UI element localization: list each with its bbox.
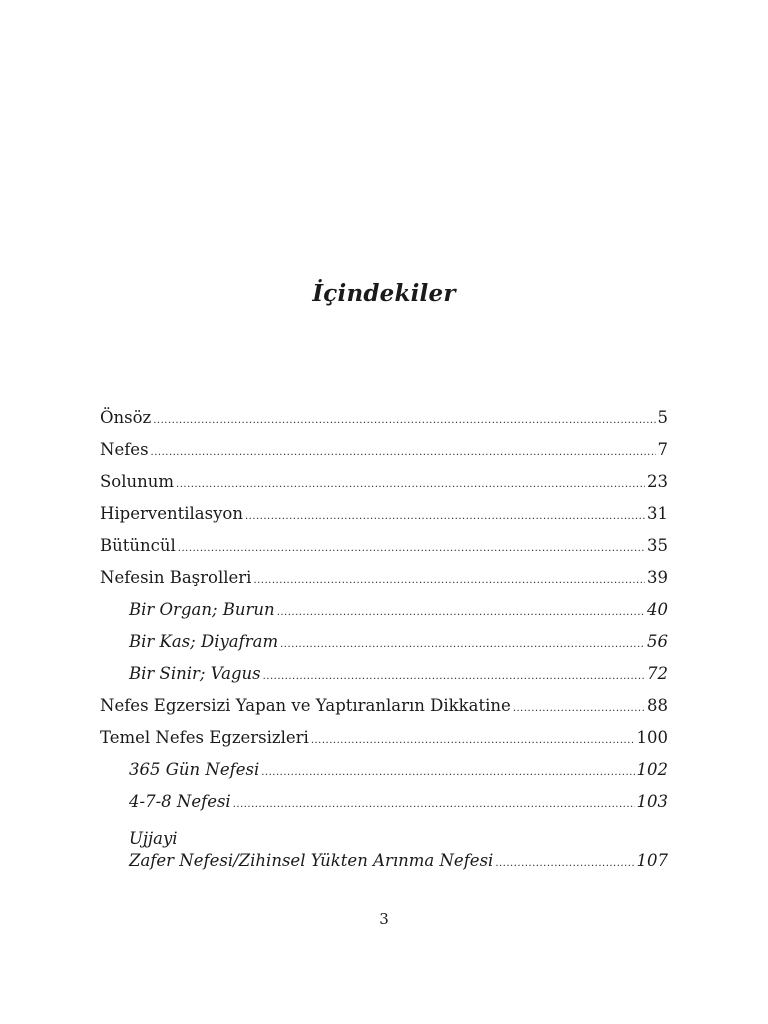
page-number: 3 — [379, 910, 389, 928]
toc-entry-label: 4-7-8 Nefesi — [129, 792, 231, 811]
toc-entry-page: 72 — [647, 664, 668, 683]
toc-entry-label: Hiperventilasyon — [100, 504, 243, 523]
toc-entry-line2 — [129, 850, 668, 875]
toc-entry-label: Temel Nefes Egzersizleri — [100, 728, 309, 747]
dot-leader — [176, 469, 645, 501]
dot-leader — [151, 437, 656, 469]
toc-subentry-diyafram — [100, 626, 668, 658]
toc-entry-label-line2: Zafer Nefesi/Zihinsel Yükten Arınma Nefesi — [129, 851, 494, 870]
toc-entry-page: 35 — [647, 536, 668, 555]
toc-entry-temel-nefes — [100, 722, 668, 754]
toc-subentry-365-gun — [100, 754, 668, 786]
page-title: İçindekiler — [312, 280, 456, 307]
toc-entry-solunum — [100, 466, 668, 498]
dot-leader — [277, 597, 645, 629]
toc-subentry-burun — [100, 594, 668, 626]
toc-entry-page: 31 — [647, 504, 668, 523]
toc-entry-page: 103 — [636, 792, 668, 811]
toc-entry-label-line1: Ujjayi — [129, 829, 178, 848]
dot-leader — [263, 661, 645, 693]
toc-entry-page: 39 — [647, 568, 668, 587]
toc-entry-label: Solunum — [100, 472, 175, 491]
toc-entry-page: 88 — [647, 696, 668, 715]
toc-entry-label: Önsöz — [100, 408, 152, 427]
toc-entry-label: 365 Gün Nefesi — [129, 760, 260, 779]
dot-leader — [245, 501, 645, 533]
toc-entry-label: Nefes Egzersizi Yapan ve Yaptıranların Dikkatine — [100, 696, 511, 715]
toc-entry-nefes — [100, 434, 668, 466]
toc-subentry-4-7-8 — [100, 786, 668, 818]
dot-leader — [513, 693, 645, 725]
toc-entry-label: Bir Kas; Diyafram — [129, 632, 279, 651]
toc-entry-label: Bütüncül — [100, 536, 176, 555]
table-of-contents — [100, 402, 668, 882]
toc-entry-label: Bir Sinir; Vagus — [129, 664, 261, 683]
dot-leader — [153, 405, 655, 437]
dot-leader — [233, 789, 635, 821]
dot-leader — [495, 853, 634, 875]
dot-leader — [253, 565, 645, 597]
toc-entry-page: 40 — [647, 600, 668, 619]
toc-subentry-vagus — [100, 658, 668, 690]
toc-entry-page: 5 — [657, 408, 668, 427]
toc-entry-page: 102 — [636, 760, 668, 779]
toc-entry-hiperventilasyon — [100, 498, 668, 530]
toc-entry-butuncul — [100, 530, 668, 562]
toc-entry-label: Bir Organ; Burun — [129, 600, 275, 619]
toc-entry-label: Nefesin Başrolleri — [100, 568, 252, 587]
toc-entry-page: 100 — [636, 728, 668, 747]
toc-subentry-ujjayi — [100, 818, 668, 882]
toc-entry-page: 23 — [647, 472, 668, 491]
dot-leader — [178, 533, 645, 565]
toc-entry-dikkatine — [100, 690, 668, 722]
dot-leader — [311, 725, 635, 757]
dot-leader — [280, 629, 645, 661]
toc-entry-label: Nefes — [100, 440, 149, 459]
toc-entry-page: 7 — [657, 440, 668, 459]
toc-entry-nefesin-basrolleri — [100, 562, 668, 594]
toc-entry-page: 56 — [647, 632, 668, 651]
toc-entry-onsoz — [100, 402, 668, 434]
dot-leader — [261, 757, 634, 789]
toc-entry-page: 107 — [636, 851, 668, 870]
